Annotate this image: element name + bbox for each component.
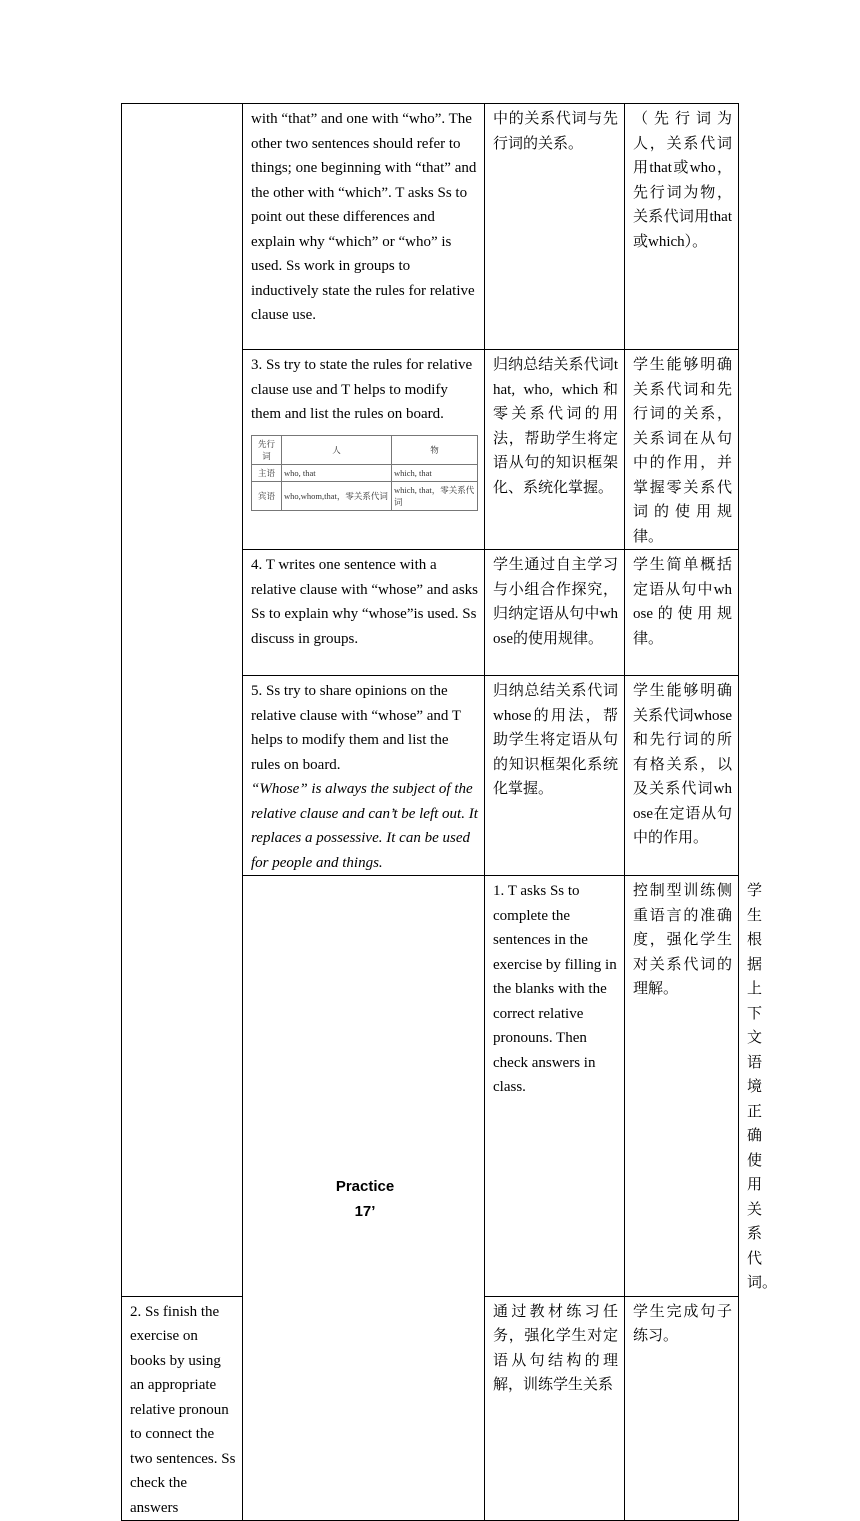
rule-table-row xyxy=(252,481,478,510)
rule-header: 物 xyxy=(392,435,478,464)
rule-header: 人 xyxy=(282,435,392,464)
purpose-text: 归纳总结关系代词whose的用法，帮助学生将定语从句的知识框架化系统化掌握。 xyxy=(493,683,618,797)
process-cell xyxy=(243,104,485,350)
purpose-cell xyxy=(625,876,739,1297)
stage-time: 17’ xyxy=(354,1202,376,1220)
stage-name: Practice xyxy=(335,1178,395,1195)
rule-cell: which, that，零关系代词 xyxy=(392,481,478,510)
rule-cell: which, that xyxy=(392,464,478,481)
rule-cell: who, that xyxy=(282,464,392,481)
stage-cell-empty xyxy=(122,104,243,1297)
effect-cell xyxy=(625,676,739,876)
stage-cell xyxy=(243,876,485,1521)
process-text: 4. T writes one sentence with a relative clause with “whose” and asks Ss to explain why “whose”is used. Ss discuss in groups. xyxy=(251,557,478,647)
effect-cell xyxy=(625,104,739,350)
process-cell xyxy=(122,1296,243,1521)
rule-table-header xyxy=(252,435,478,464)
process-cell xyxy=(485,876,625,1297)
purpose-cell xyxy=(485,676,625,876)
effect-text: 学生能够明确关系代词和先行词的关系，关系词在从句中的作用，并掌握零关系代词的使用规律。 xyxy=(633,357,732,545)
process-cell xyxy=(243,550,485,676)
purpose-cell xyxy=(485,350,625,550)
effect-text: 学生简单概括定语从句中whose的使用规律。 xyxy=(633,557,732,647)
purpose-text: 归纳总结关系代词that, who, which和零关系代词的用法，帮助学生将定语从句的知识框架化、系统化掌握。 xyxy=(493,357,618,496)
process-text: 3. Ss try to state the rules for relative clause use and T helps to modify them and list the rules on board. xyxy=(251,357,473,422)
process-cell xyxy=(243,676,485,876)
purpose-text: 中的关系代词与先行词的关系。 xyxy=(493,111,618,152)
lesson-plan-table xyxy=(121,103,778,1521)
effect-text: 学生完成句子练习。 xyxy=(633,1303,732,1344)
purpose-text: 学生通过自主学习与小组合作探究，归纳定语从句中whose的使用规律。 xyxy=(493,557,618,647)
purpose-text: 控制型训练侧重语言的准确度，强化学生对关系代词的理解。 xyxy=(633,883,732,997)
process-text: 2. Ss finish the exercise on books by using an appropriate relative pronoun to connect the two sentences. Ss check the answers xyxy=(130,1303,236,1516)
table-row xyxy=(122,104,739,350)
rule-cell: 主语 xyxy=(252,464,282,481)
effect-text: 学生能够明确关系代词whose和先行词的所有格关系，以及关系代词whose在定语从句中的作用。 xyxy=(633,683,732,846)
purpose-text: 通过教材练习任务，强化学生对定语从句结构的理解，训练学生关系 xyxy=(493,1303,618,1393)
effect-text: 学生根据上下文语境正确使用关系代词。 xyxy=(747,883,778,1291)
process-text: with “that” and one with “who”. The other two sentences should refer to things; one beginning with “that” and the other with “which”. T asks Ss to point out these differences and explain why “which” or “who” is used. Ss work in groups to inductively state the rules for relative clause use. xyxy=(251,111,477,323)
rule-cell: who,whom,that，零关系代词 xyxy=(282,481,392,510)
purpose-cell xyxy=(485,550,625,676)
process-cell xyxy=(243,350,485,550)
rule-table-row xyxy=(252,464,478,481)
effect-cell xyxy=(625,350,739,550)
purpose-cell xyxy=(485,1296,625,1521)
rule-cell: 宾语 xyxy=(252,481,282,510)
process-text: 5. Ss try to share opinions on the relative clause with “whose” and T helps to modify them and list the rules on board. xyxy=(251,683,461,773)
purpose-cell xyxy=(485,104,625,350)
process-italic-text: “Whose” is always the subject of the relative clause and can’t be left out. It replaces a possessive. It can be used for people and things. xyxy=(251,781,478,871)
rule-table xyxy=(251,435,478,511)
effect-cell xyxy=(625,550,739,676)
effect-text: （先行词为人，关系代词用that或who，先行词为物，关系代词用that或which）。 xyxy=(633,111,732,250)
process-text: 1. T asks Ss to complete the sentences in the exercise by filling in the blanks with the correct relative pronouns. Then check answers in class. xyxy=(493,883,617,1095)
effect-cell xyxy=(625,1296,739,1521)
rule-header: 先行词 xyxy=(252,435,282,464)
